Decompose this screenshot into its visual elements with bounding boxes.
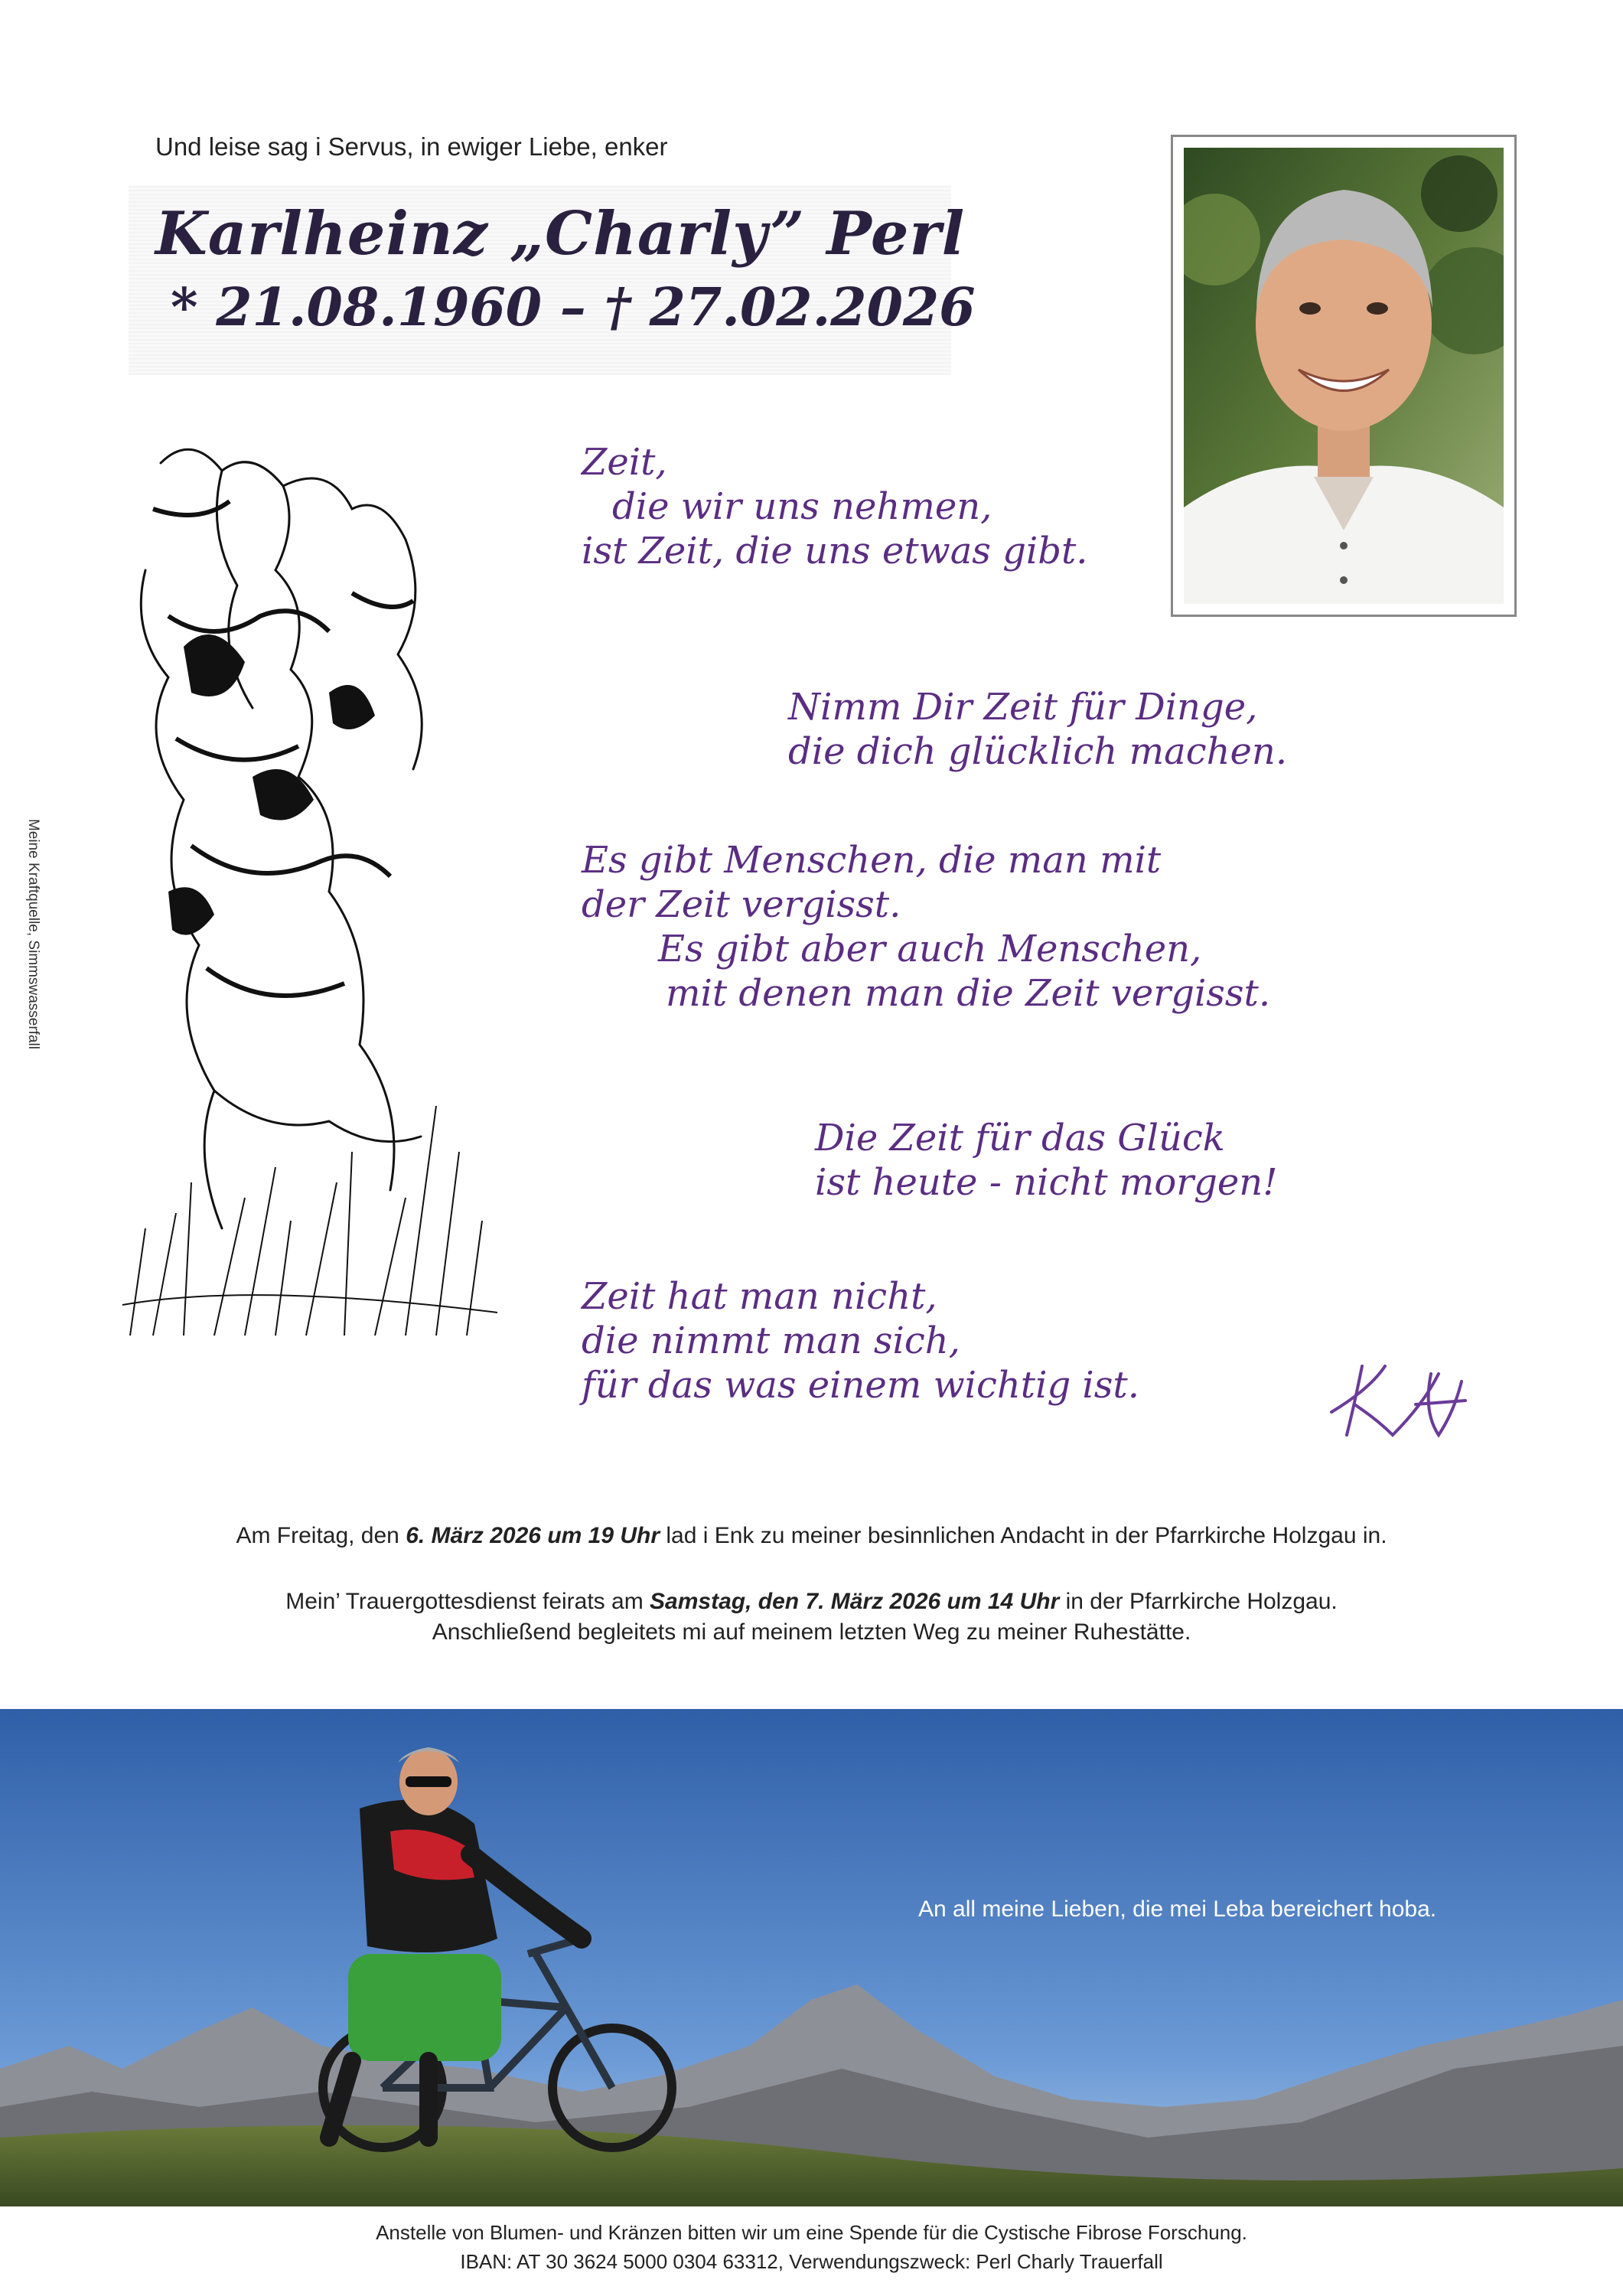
poem-line: die dich glücklich machen. [788, 730, 1288, 773]
photo-caption: An all meine Lieben, die mei Leba bereichert hoba. [918, 1896, 1437, 1922]
andacht-info [0, 1521, 1623, 1551]
poem-line: Die Zeit für das Glück [815, 1117, 1225, 1159]
andacht-text-pre: Am Freitag, den [236, 1523, 406, 1548]
poem-stanza-5 [582, 1274, 1139, 1407]
poem-line: Zeit hat man nicht, [582, 1275, 937, 1318]
funeral-text-pre: Mein’ Trauergottesdienst feirats am [285, 1589, 650, 1614]
sketch-caption [25, 819, 67, 1110]
life-dates: * 21.08.1960 – † 27.02.2026 [171, 277, 976, 338]
funeral-date: Samstag, den 7. März 2026 um 14 Uhr [650, 1589, 1060, 1614]
poem-line: ist Zeit, die uns etwas gibt. [582, 530, 1088, 572]
signature [1324, 1358, 1469, 1443]
intro-line: Und leise sag i Servus, in ewiger Liebe, enker [155, 132, 668, 161]
burial-line: Anschließend begleitets mi auf meinem letzten Weg zu meiner Ruhestätte. [432, 1619, 1191, 1645]
poem-line: Nimm Dir Zeit für Dinge, [788, 686, 1258, 729]
funeral-line [0, 1587, 1623, 1617]
poem-line: die wir uns nehmen, [612, 485, 992, 528]
poem-stanza-1 [582, 440, 1088, 573]
waterfall-sketch [99, 417, 551, 1412]
poem-line: Zeit, [582, 441, 667, 484]
poem-line: Es gibt Menschen, die man mit [582, 839, 1162, 882]
andacht-text-post: lad i Enk zu meiner besinnlichen Andacht in der Pfarrkirche Holzgau in. [660, 1523, 1387, 1548]
funeral-text-post: in der Pfarrkirche Holzgau. [1059, 1589, 1338, 1614]
poem-line: ist heute - nicht morgen! [815, 1161, 1278, 1204]
poem-stanza-3 [582, 838, 1270, 1016]
andacht-date: 6. März 2026 um 19 Uhr [406, 1523, 660, 1548]
poem-line: der Zeit vergisst. [582, 883, 901, 926]
poem-stanza-2 [788, 685, 1287, 774]
donation-line: Anstelle von Blumen- und Kränzen bitten wir um eine Spende für die Cystische Fibrose Forschung. [376, 2221, 1247, 2244]
portrait-photo [1171, 135, 1517, 617]
poem-line: die nimmt man sich, [582, 1319, 960, 1362]
poem-line: Es gibt aber auch Menschen, [658, 928, 1202, 970]
mountain-bike-photo [0, 1709, 1623, 2206]
donation-footer [0, 2218, 1623, 2276]
funeral-info [0, 1587, 1623, 1648]
poem-line: mit denen man die Zeit vergisst. [666, 972, 1271, 1015]
sketch-caption-text: Meine Kraftquelle, Simmswasserfall [25, 819, 41, 1049]
iban-line: IBAN: AT 30 3624 5000 0304 63312, Verwendungszweck: Perl Charly Trauerfall [460, 2250, 1163, 2273]
poem-stanza-4 [815, 1116, 1278, 1205]
deceased-name: Karlheinz „Charly” Perl [155, 199, 966, 269]
poem-line: für das was einem wichtig ist. [582, 1364, 1139, 1407]
name-block [129, 185, 976, 375]
portrait-image [1184, 148, 1504, 604]
